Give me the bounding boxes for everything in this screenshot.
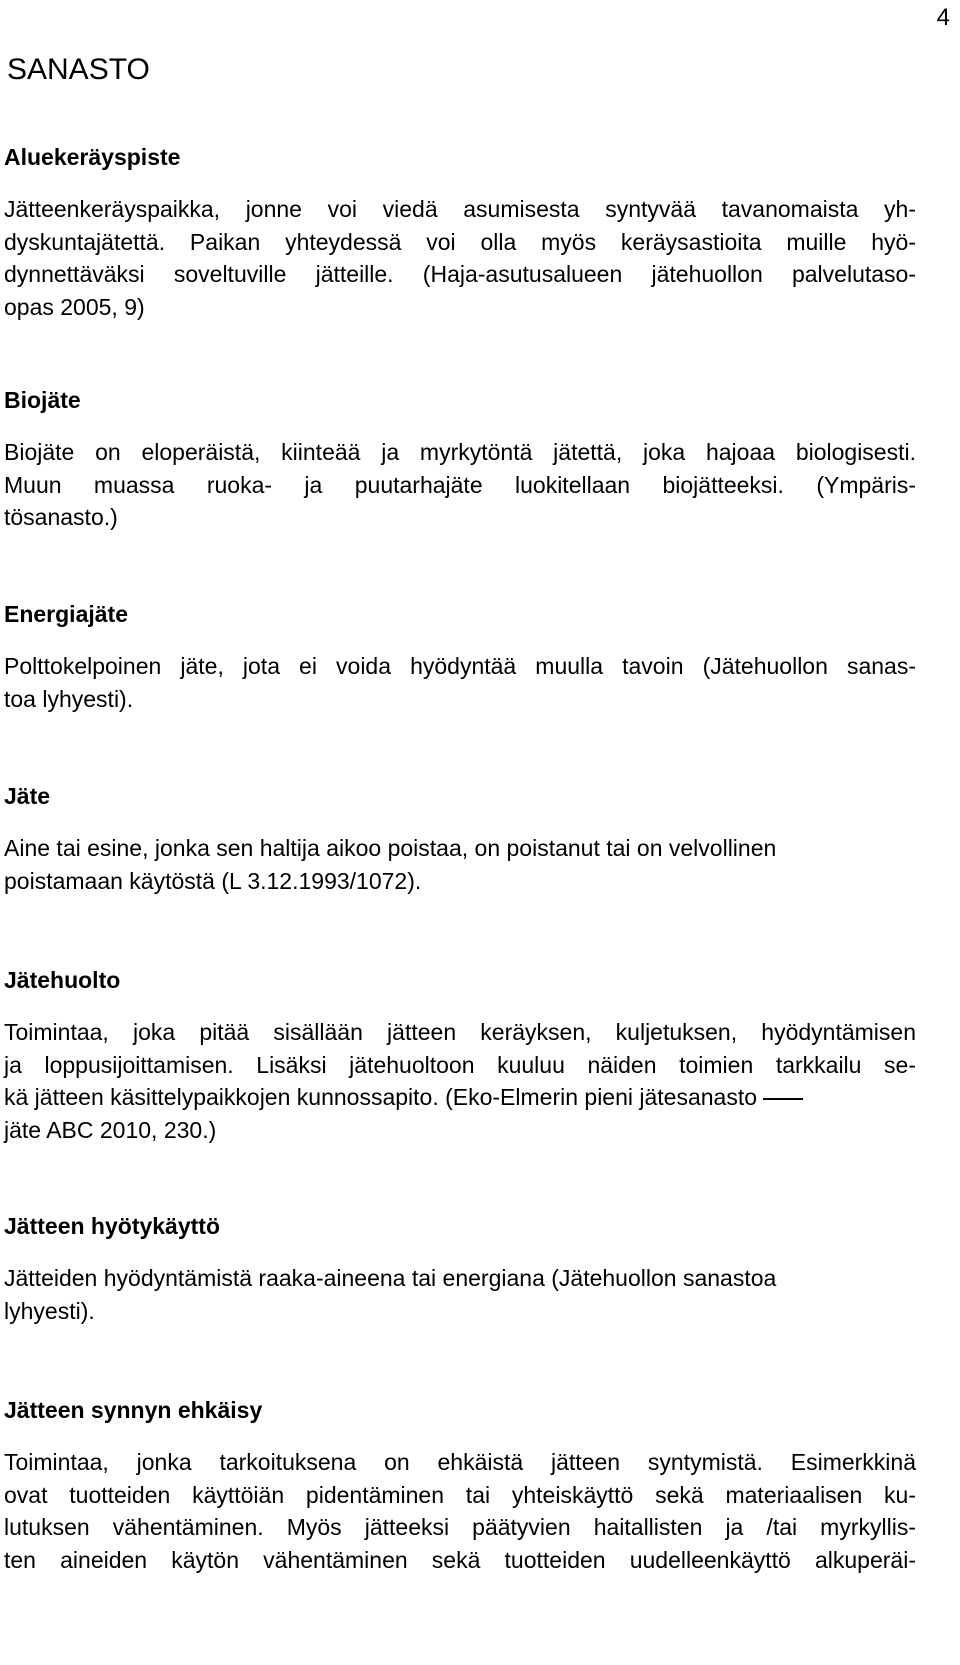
definition-line: dyskuntajätettä. Paikan yhteydessä voi olla myös keräysastioita muille hyö- <box>4 228 916 255</box>
glossary-definition <box>4 193 944 323</box>
definition-line: toa lyhyesti). <box>4 685 134 712</box>
glossary-entry-jatteen-hyotykaytto <box>4 1210 944 1327</box>
glossary-definition <box>4 650 944 715</box>
definition-line: lyhyesti). <box>4 1297 95 1324</box>
glossary-term: Jätteen synnyn ehkäisy <box>4 1397 263 1423</box>
glossary-entry-jatteen-synnyn-ehkaisy <box>4 1394 944 1576</box>
definition-line: ten aineiden käytön vähentäminen sekä tuotteiden uudelleenkäyttö alkuperäi- <box>4 1546 916 1573</box>
glossary-definition <box>4 1446 944 1576</box>
definition-line-text: kä jätteen käsittelypaikkojen kunnossapito. (Eko-Elmerin pieni jätesanasto <box>4 1084 758 1111</box>
glossary-term: Biojäte <box>4 387 81 413</box>
glossary-term: Jäte <box>4 783 51 809</box>
definition-line: Jätteiden hyödyntämistä raaka-aineena tai energiana (Jätehuollon sanastoa <box>4 1265 777 1291</box>
definition-line: jäte ABC 2010, 230.) <box>4 1116 217 1143</box>
definition-line: Toimintaa, joka pitää sisällään jätteen keräyksen, kuljetuksen, hyödyntämisen <box>4 1019 916 1045</box>
definition-line: ja loppusijoittamisen. Lisäksi jätehuoltoon kuuluu näiden toimien tarkkailu se- <box>4 1051 916 1078</box>
glossary-term: Jätteen hyötykäyttö <box>4 1213 221 1239</box>
definition-line: Polttokelpoinen jäte, jota ei voida hyödyntää muulla tavoin (Jätehuollon sanas- <box>4 653 916 679</box>
definition-line: dynnettäväksi soveltuville jätteille. (Haja-asutusalueen jätehuollon palvelutaso- <box>4 261 916 288</box>
definition-line: opas 2005, 9) <box>4 293 145 320</box>
glossary-entry-biojate <box>4 384 944 534</box>
definition-line: tösanasto.) <box>4 504 118 531</box>
glossary-entry-energiajate <box>4 598 944 715</box>
em-dash <box>763 1098 803 1100</box>
glossary-definition <box>4 436 944 534</box>
definition-line: Muun muassa ruoka- ja puutarhajäte luokitellaan biojätteeksi. (Ympäris- <box>4 471 916 498</box>
glossary-term: Jätehuolto <box>4 967 121 993</box>
page-title: SANASTO <box>7 53 150 86</box>
glossary-definition <box>4 832 944 897</box>
glossary-term: Energiajäte <box>4 601 128 627</box>
definition-line: Toimintaa, jonka tarkoituksena on ehkäistä jätteen syntymistä. Esimerkkinä <box>4 1449 916 1475</box>
definition-line: Biojäte on eloperäistä, kiinteää ja myrkytöntä jätettä, joka hajoaa biologisesti. <box>4 439 916 465</box>
glossary-entry-jatehuolto <box>4 964 944 1146</box>
definition-line <box>4 1081 944 1114</box>
glossary-entry-aluekerayspiste <box>4 141 944 323</box>
glossary-entry-jate <box>4 780 944 897</box>
glossary-definition <box>4 1016 944 1146</box>
definition-line: poistamaan käytöstä (L 3.12.1993/1072). <box>4 867 422 894</box>
definition-line: Jätteenkeräyspaikka, jonne voi viedä asumisesta syntyvää tavanomaista yh- <box>4 196 916 222</box>
definition-line: lutuksen vähentäminen. Myös jätteeksi päätyvien haitallisten ja /tai myrkyllis- <box>4 1514 916 1541</box>
definition-line: ovat tuotteiden käyttöiän pidentäminen tai yhteiskäyttö sekä materiaalisen ku- <box>4 1481 916 1508</box>
glossary-definition <box>4 1262 944 1327</box>
glossary-term: Aluekeräyspiste <box>4 144 181 170</box>
page-number: 4 <box>936 4 950 31</box>
definition-line: Aine tai esine, jonka sen haltija aikoo poistaa, on poistanut tai on velvollinen <box>4 835 777 861</box>
